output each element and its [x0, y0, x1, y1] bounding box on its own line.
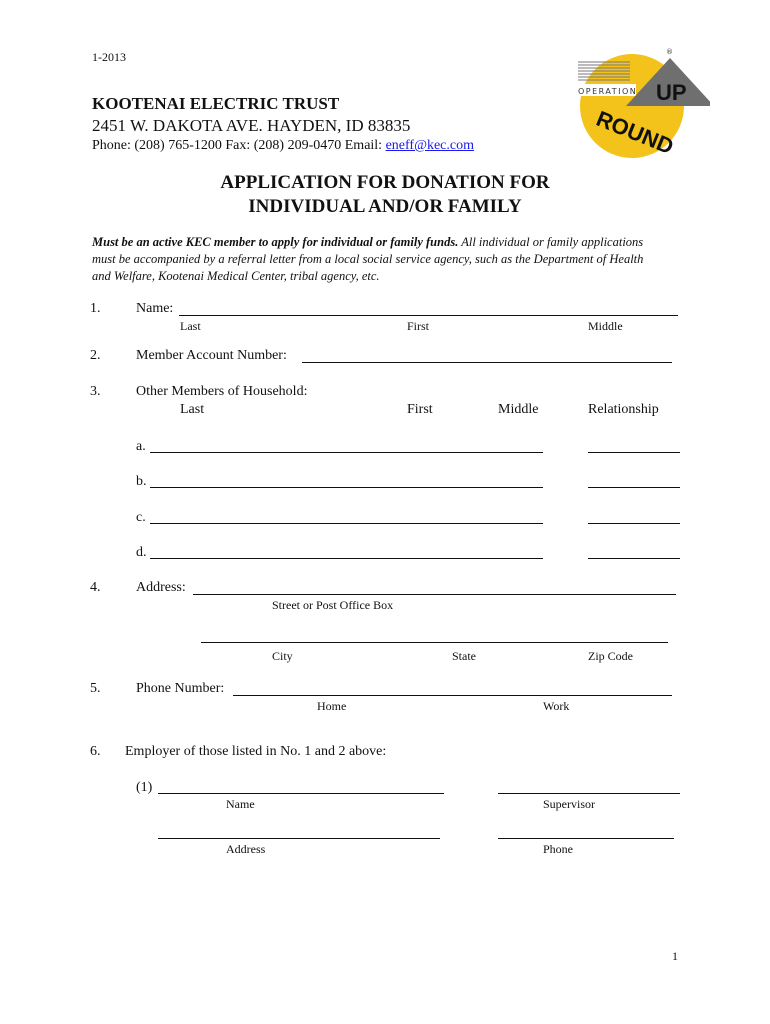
q6-number: 6.	[90, 744, 101, 759]
employer-name-field[interactable]	[158, 793, 444, 794]
household-row-c-name-field[interactable]	[150, 523, 543, 524]
q3-number: 3.	[90, 384, 101, 399]
q2-label: Member Account Number:	[136, 348, 287, 363]
organization-name: KOOTENAI ELECTRIC TRUST	[92, 94, 340, 113]
organization-contact	[92, 138, 474, 154]
page-number: 1	[672, 949, 678, 963]
q5-label: Phone Number:	[136, 681, 225, 696]
logo-word-up: UP	[656, 80, 687, 105]
household-row-c-label: c.	[136, 510, 146, 525]
logo-word-operation: OPERATION	[578, 87, 638, 96]
household-row-a-name-field[interactable]	[150, 452, 543, 453]
household-row-a-relationship-field[interactable]	[588, 452, 680, 453]
employer-phone-caption: Phone	[543, 842, 573, 856]
name-first-caption: First	[407, 319, 430, 333]
member-account-field[interactable]	[302, 362, 672, 363]
household-row-d-relationship-field[interactable]	[588, 558, 680, 559]
name-last-caption: Last	[180, 319, 201, 333]
logo-graphic	[570, 44, 710, 162]
email-link[interactable]: eneff@kec.com	[385, 138, 475, 153]
household-col-first: First	[407, 402, 433, 417]
q6-label: Employer of those listed in No. 1 and 2 above:	[125, 744, 387, 759]
household-row-a-label: a.	[136, 439, 146, 454]
household-col-relationship: Relationship	[588, 402, 659, 417]
employer-supervisor-field[interactable]	[498, 793, 680, 794]
employer-address-caption: Address	[226, 842, 266, 856]
city-caption: City	[272, 649, 293, 663]
home-phone-caption: Home	[317, 699, 347, 713]
q1-label: Name:	[136, 301, 174, 316]
q4-label: Address:	[136, 580, 186, 595]
supervisor-caption: Supervisor	[543, 797, 595, 811]
employer-address-field[interactable]	[158, 838, 440, 839]
employer-item-1-label: (1)	[136, 780, 153, 795]
household-row-b-relationship-field[interactable]	[588, 487, 680, 488]
name-middle-caption: Middle	[588, 319, 623, 333]
work-phone-caption: Work	[543, 699, 570, 713]
form-title-line1: APPLICATION FOR DONATION FOR	[220, 172, 550, 193]
form-title-line2: INDIVIDUAL AND/OR FAMILY	[248, 196, 522, 217]
name-field[interactable]	[179, 315, 678, 316]
eligibility-notice	[92, 234, 652, 285]
referral-requirement: All individual or family applications must be accompanied by a referral letter from a local social service agency, such as the Department of Health and Welfare, Kootenai Medical Center, tribal agency, etc.	[92, 235, 644, 283]
q1-number: 1.	[90, 301, 101, 316]
zip-code-caption: Zip Code	[588, 649, 633, 663]
organization-address: 2451 W. DAKOTA AVE. HAYDEN, ID 83835	[92, 116, 411, 135]
q3-label: Other Members of Household:	[136, 384, 308, 399]
household-row-d-name-field[interactable]	[150, 558, 543, 559]
logo-word-round: ROUND	[592, 105, 678, 160]
q2-number: 2.	[90, 348, 101, 363]
household-row-b-label: b.	[136, 474, 147, 489]
household-row-c-relationship-field[interactable]	[588, 523, 680, 524]
city-state-zip-field[interactable]	[201, 642, 668, 643]
household-col-last: Last	[180, 402, 205, 417]
household-row-d-label: d.	[136, 545, 147, 560]
state-caption: State	[452, 649, 476, 663]
employer-phone-field[interactable]	[498, 838, 674, 839]
street-address-field[interactable]	[193, 594, 676, 595]
registered-mark: ®	[666, 48, 673, 56]
household-row-b-name-field[interactable]	[150, 487, 543, 488]
operation-round-up-logo	[570, 44, 710, 162]
employer-name-caption: Name	[226, 797, 255, 811]
household-col-middle: Middle	[498, 402, 539, 417]
q4-number: 4.	[90, 580, 101, 595]
eligibility-requirement: Must be an active KEC member to apply for individual or family funds.	[92, 235, 459, 249]
phone-number-field[interactable]	[233, 695, 672, 696]
contact-phone-fax: Phone: (208) 765-1200 Fax: (208) 209-0470 Email:	[92, 138, 386, 153]
form-date-code: 1-2013	[92, 50, 126, 64]
street-caption: Street or Post Office Box	[272, 598, 394, 612]
q5-number: 5.	[90, 681, 101, 696]
